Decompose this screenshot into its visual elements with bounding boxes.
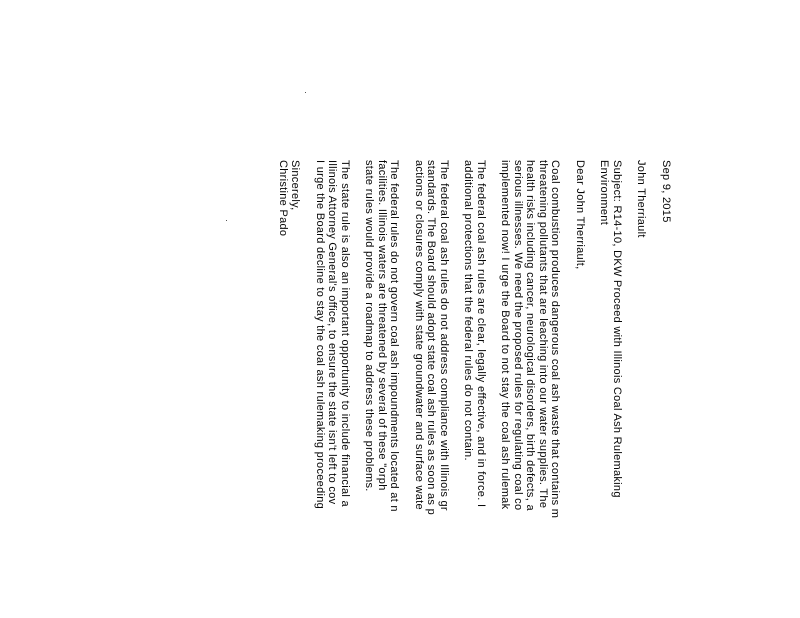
paragraph-3 (413, 160, 451, 618)
scan-speck (305, 92, 306, 93)
paragraph-line: actions or closures comply with state groundwater and surface wate (413, 160, 425, 510)
paragraph-line: Illinois Attorney General's office, to ensure the state isn't left to cov (326, 160, 339, 505)
paragraph-line: state rules would provide a roadmap to address these problems. (363, 160, 376, 492)
paragraph-4 (363, 160, 401, 618)
paragraph-2 (462, 160, 487, 618)
paragraph-line: facilities. Illinois waters are threatened by several of these "orph (376, 160, 388, 491)
letter-subject (598, 160, 623, 618)
paragraph-line: The federal rules do not govern coal ash impoundments located at n (388, 160, 401, 512)
subject-line: Subject: R14-10, DKW Proceed with Illinois Coal Ash Rulemaking (611, 160, 623, 498)
letter-salutation: Dear John Therriault, (574, 160, 586, 270)
paragraph-line: health risks including cancer, neurological disorders, birth defects, a (524, 160, 537, 511)
letter-signature: Christine Pado (277, 160, 289, 237)
subject-line: Environment (598, 160, 611, 226)
letter-closing: Sincerely, (289, 160, 302, 211)
paragraph-line: additional protections that the federal rules do not contain. (462, 160, 475, 461)
paragraph-line: The federal coal ash rules are clear, legally effective, and in force. I (475, 160, 487, 508)
paragraph-line: implemented now! I urge the Board to not stay the coal ash rulemak (499, 160, 512, 510)
paragraph-line: The state rule is also an important opportunity to include financial a (339, 160, 351, 507)
paragraph-line: The federal coal ash rules do not address compliance with Illinois gr (438, 160, 450, 511)
paragraph-line: standards. The Board should adopt state coal ash rules as soon as p (425, 160, 438, 515)
paragraph-5 (314, 160, 352, 618)
paragraph-line: threatening pollutants that are leaching into our water supplies. The (537, 160, 549, 509)
letter-recipient: John Therriault (635, 160, 648, 238)
paragraph-line: Coal combustion produces dangerous coal ash waste that contains m (549, 160, 562, 519)
letter-body (277, 160, 673, 618)
paragraph-line: I urge the Board decline to stay the coal ash rulemaking proceeding (314, 160, 326, 510)
letter-date: Sep 9, 2015 (660, 160, 672, 223)
paragraph-line: serious illnesses. We need the proposed rules for regulating coal co (512, 160, 524, 511)
paragraph-1 (499, 160, 562, 618)
scan-speck (226, 220, 227, 221)
